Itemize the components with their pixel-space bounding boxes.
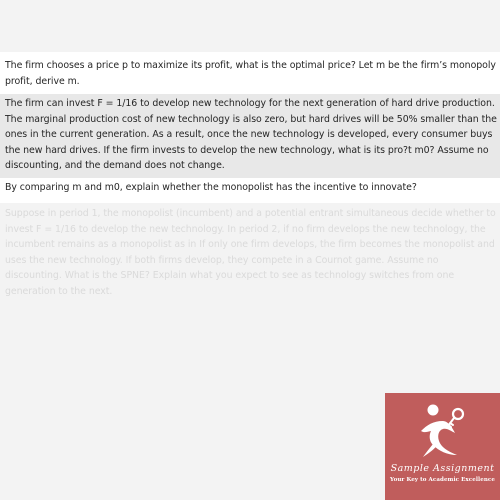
brand-name: Sample Assignment (390, 463, 495, 474)
question-block-2 (0, 94, 500, 178)
question-block-3 (0, 178, 500, 203)
question-4-text: Suppose in period 1, the monopolist (incumbent) and a potential entrant simultaneous decide whether to invest F = 1/16 to develop the new technology. In period 2, if no firm develops the new technology, the incumbent remains as a monopolist as in If only one firm develops, the firm becomes the monopolist and uses the new technology. If both firms develop, they compete in a Cournot game. Assume no discounting. What is the SPNE? Explain what you expect to see as technology switches from one generation to the next. (5, 208, 496, 297)
question-block-4-faded (0, 203, 500, 295)
question-3-text: By comparing m and m0, explain whether the monopolist has the incentive to innovate? (5, 182, 417, 193)
figure-with-key-icon (417, 403, 469, 461)
brand-tagline: Your Key to Academic Excellence (390, 477, 495, 483)
question-2-text: The firm can invest F = 1/16 to develop new technology for the next generation of hard drive production. The marginal production cost of new technology is also zero, but hard drives will be 50% smaller than the ones in the current generation. As a result, once the new technology is developed, every consumer buys the new hard drives. If the firm invests to develop the new technology, what is its pro?t m0? Assume no discounting, and the demand does not change. (5, 98, 497, 171)
question-1-text: The firm chooses a price p to maximize its profit, what is the optimal price? Let m be the firm’s monopoly profit, derive m. (5, 60, 496, 87)
question-block-1 (0, 52, 500, 94)
sample-assignment-logo (385, 393, 500, 500)
